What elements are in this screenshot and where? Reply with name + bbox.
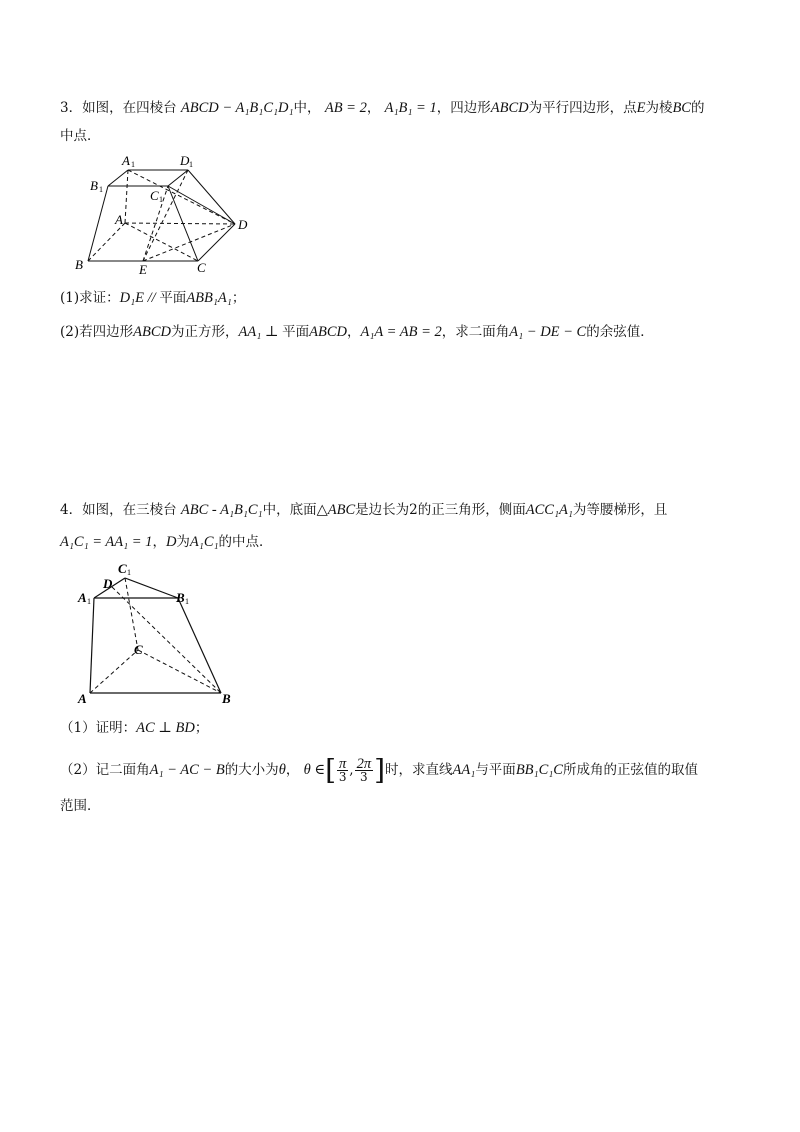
svg-text:1: 1 (87, 597, 91, 606)
p4-label-A: A (78, 691, 87, 706)
p4-number: 4． (60, 502, 83, 518)
p3-frustum: ABCD − A₁B₁C₁D₁ (180, 100, 294, 116)
p3-label-C: C (197, 260, 206, 275)
p3-label-A: A (115, 212, 123, 227)
svg-text:1: 1 (131, 160, 135, 169)
p3-label-B1: B (90, 178, 98, 193)
p3-question1: (1)求证：D₁E // 平面ABB₁A₁； (60, 290, 246, 306)
p4-label-B1: B (176, 590, 185, 605)
p3-line2: 中点． (60, 128, 101, 144)
p4-label-C: C (134, 642, 143, 657)
p4-question1: （1）证明：AC ⊥ BD； (60, 720, 209, 736)
svg-text:1: 1 (99, 185, 103, 194)
p3-label-E: E (139, 262, 147, 277)
p4-figure (70, 562, 250, 707)
p4-line2: A₁C₁ = AA₁ = 1，D为A₁C₁的中点． (60, 534, 273, 550)
p4-line-last: 范围． (60, 798, 101, 814)
p3-question2: (2)若四边形ABCD为正方形，AA₁ ⊥ 平面ABCD，A₁A = AB = 2，求二面角A₁ − DE − C的余弦值． (60, 324, 654, 340)
p4-line1: 4．如图，在三棱台 ABC - A₁B₁C₁中，底面△ABC是边长为2的正三角形，侧面ACC₁A₁为等腰梯形，且 (60, 502, 668, 518)
svg-text:1: 1 (189, 160, 193, 169)
p4-label-B: B (222, 691, 231, 706)
p3-label-C1: C (150, 188, 159, 203)
p3-label-B: B (75, 257, 83, 272)
p4-label-A1: A (78, 590, 87, 605)
p3-label-D: D (238, 217, 248, 232)
p3-number: 3． (60, 100, 83, 116)
p4-label-C1: C (118, 562, 127, 576)
p4-question2: （2）记二面角A₁ − AC − B的大小为θ， θ ∈[ $\frac{\pi}{3}$ , $\frac{2\pi}{3}$ ]时，求直线AA₁与平面BB₁C₁C所成角的正弦值的取值 (60, 753, 698, 787)
p3-line1: 3．如图，在四棱台 ABCD − A₁B₁C₁D₁中， AB = 2， A₁B₁ = 1，四边形ABCD为平行四边形，点E为棱BC的 (60, 100, 705, 116)
p3-label-D1: D (180, 153, 190, 168)
svg-text:1: 1 (159, 195, 163, 204)
p3-figure (70, 150, 260, 280)
p4-label-D: D (103, 576, 113, 591)
svg-text:1: 1 (127, 568, 131, 577)
svg-text:1: 1 (185, 597, 189, 606)
p3-label-A1: A (122, 153, 130, 168)
